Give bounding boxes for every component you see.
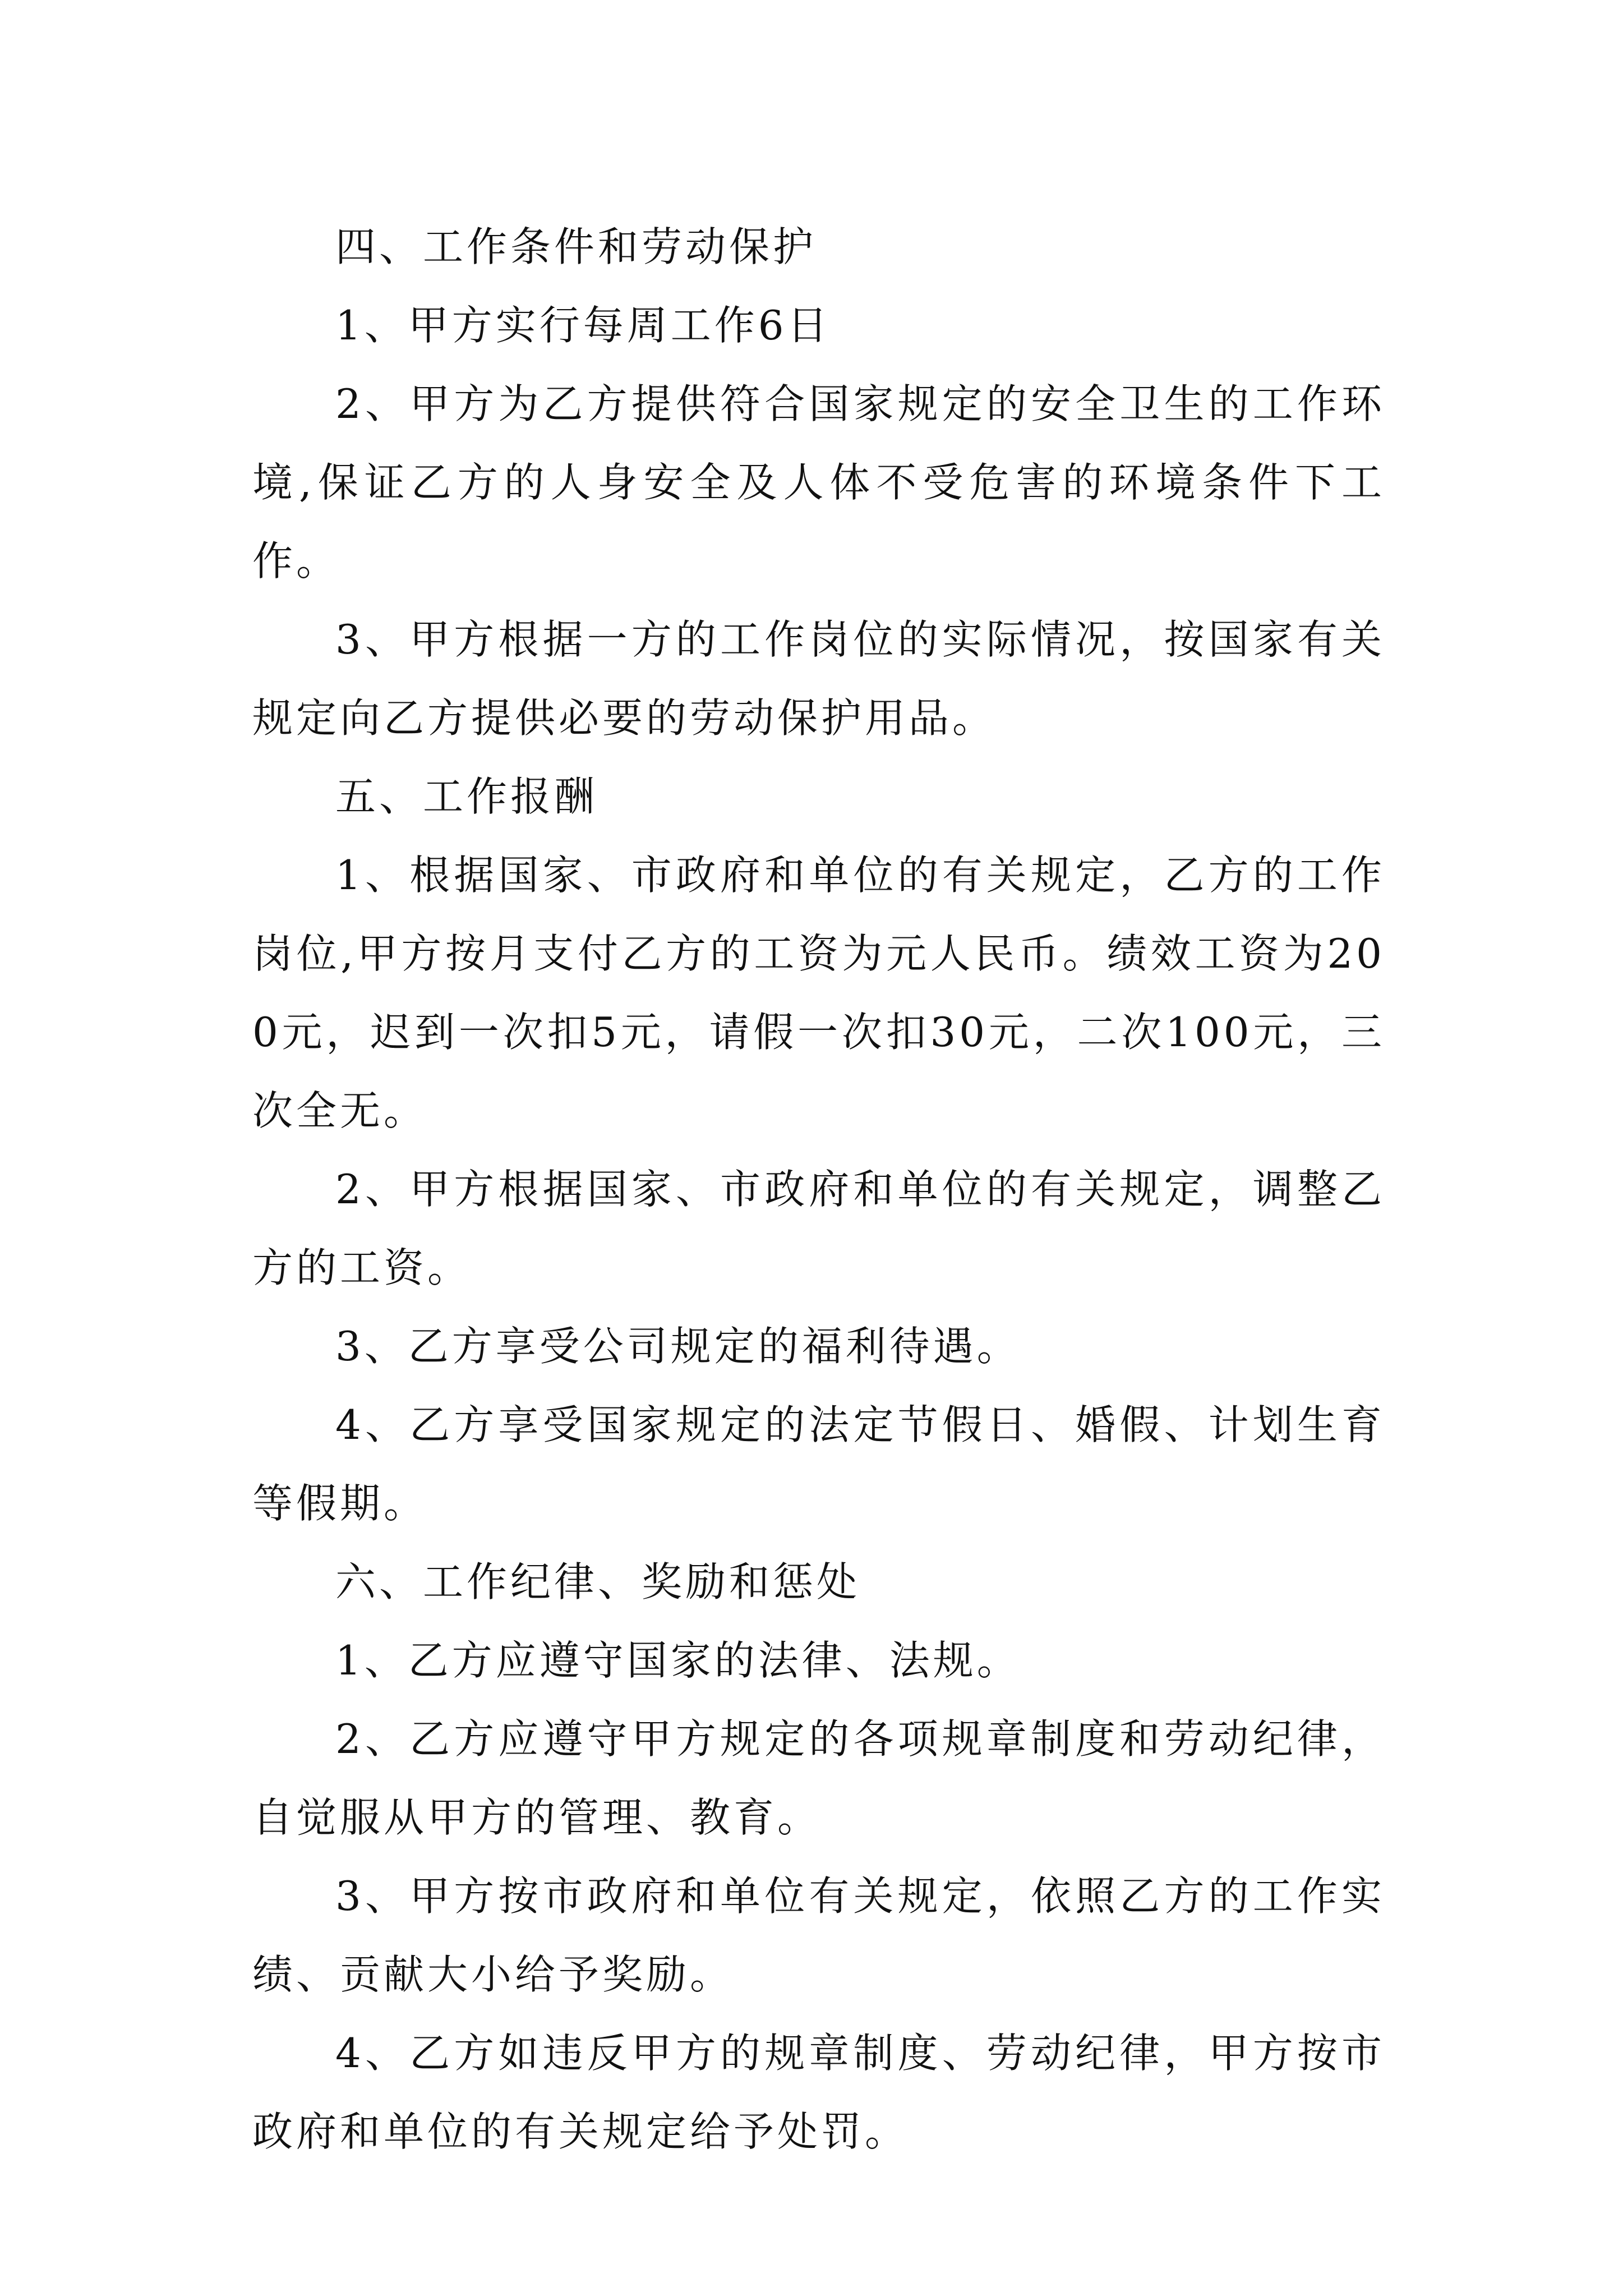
section-heading-discipline: 六、工作纪律、奖励和惩处: [335, 1558, 861, 1605]
clause-paragraph: 3、乙方享受公司规定的福利待遇。: [335, 1323, 1021, 1370]
clause-paragraph: 3、甲方根据一方的工作岗位的实际情况，按国家有关规定向乙方提供必要的劳动保护用品。: [252, 616, 1385, 742]
clause-paragraph: 2、乙方应遵守甲方规定的各项规章制度和劳动纪律，自觉服从甲方的管理、教育。: [252, 1715, 1385, 1841]
document-body: [252, 208, 1385, 2171]
section-heading-remuneration: 五、工作报酬: [335, 773, 598, 820]
section-heading-working-conditions: 四、工作条件和劳动保护: [335, 223, 817, 270]
clause-paragraph: 4、乙方如违反甲方的规章制度、劳动纪律，甲方按市政府和单位的有关规定给予处罚。: [252, 2030, 1385, 2155]
clause-paragraph: 4、乙方享受国家规定的法定节假日、婚假、计划生育等假期。: [252, 1401, 1385, 1527]
clause-paragraph: 3、甲方按市政府和单位有关规定，依照乙方的工作实绩、贡献大小给予奖励。: [252, 1872, 1385, 1998]
clause-paragraph: 1、乙方应遵守国家的法律、法规。: [335, 1637, 1021, 1684]
clause-paragraph: 2、甲方为乙方提供符合国家规定的安全卫生的工作环境,保证乙方的人身安全及人体不受危害的环境条件下工作。: [252, 380, 1385, 585]
clause-paragraph: 2、甲方根据国家、市政府和单位的有关规定，调整乙方的工资。: [252, 1166, 1385, 1291]
clause-paragraph: 1、根据国家、市政府和单位的有关规定，乙方的工作岗位,甲方按月支付乙方的工资为元人民币。绩效工资为200元，迟到一次扣5元，请假一次扣30元，二次100元，三次全无。: [252, 852, 1385, 1134]
clause-paragraph: 1、甲方实行每周工作6日: [335, 302, 831, 349]
